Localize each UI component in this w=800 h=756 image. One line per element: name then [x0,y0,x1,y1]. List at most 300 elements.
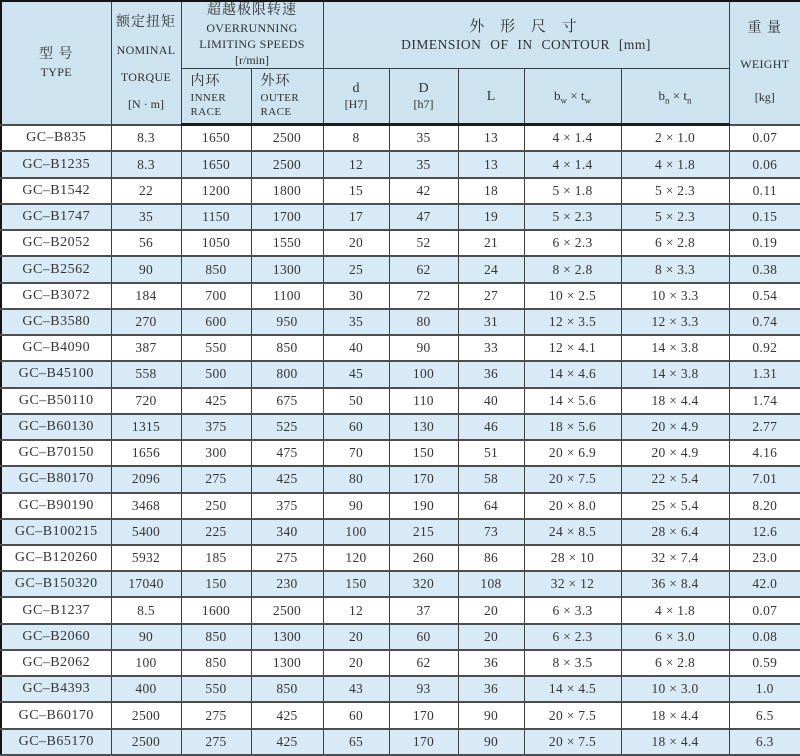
cell-bn_tn: 6 × 3.0 [621,624,729,650]
header-d-tol: [H7] [344,97,368,111]
cell-bw_tw: 4 × 1.4 [524,125,621,152]
header-torque-unit: [N · m] [128,96,164,111]
cell-inner_race: 1150 [181,204,251,230]
cell-D: 90 [389,335,458,361]
cell-D: 215 [389,519,458,545]
cell-torque: 2096 [111,466,181,492]
cell-d: 120 [323,545,389,571]
cell-D: 190 [389,493,458,519]
cell-weight: 0.38 [729,256,800,282]
cell-type: GC–B90190 [1,493,111,519]
cell-weight: 0.54 [729,283,800,309]
cell-L: 36 [458,650,524,676]
cell-D: 37 [389,597,458,623]
cell-weight: 0.06 [729,151,800,177]
cell-weight: 7.01 [729,466,800,492]
cell-inner_race: 150 [181,571,251,597]
cell-outer_race: 525 [251,414,323,440]
cell-L: 20 [458,624,524,650]
cell-weight: 1.31 [729,361,800,387]
cell-type: GC–B1542 [1,178,111,204]
table-row [1,545,800,571]
cell-type: GC–B1747 [1,204,111,230]
cell-type: GC–B3580 [1,309,111,335]
cell-type: GC–B2060 [1,624,111,650]
cell-L: 90 [458,729,524,755]
cell-outer_race: 1300 [251,256,323,282]
cell-d: 20 [323,230,389,256]
header-L [458,69,524,125]
cell-type: GC–B150320 [1,571,111,597]
cell-d: 8 [323,125,389,152]
table-row [1,624,800,650]
cell-outer_race: 1100 [251,283,323,309]
cell-torque: 720 [111,388,181,414]
cell-torque: 22 [111,178,181,204]
header-torque-en1: NOMINAL [116,43,176,58]
table-row [1,414,800,440]
cell-D: 52 [389,230,458,256]
cell-outer_race: 2500 [251,597,323,623]
cell-outer_race: 1300 [251,624,323,650]
cell-outer_race: 675 [251,388,323,414]
cell-bn_tn: 10 × 3.0 [621,676,729,702]
cell-inner_race: 850 [181,624,251,650]
cell-L: 40 [458,388,524,414]
cell-bw_tw: 20 × 7.5 [524,729,621,755]
table-row [1,650,800,676]
header-weight-unit: [kg] [754,90,775,105]
cell-bw_tw: 6 × 2.3 [524,624,621,650]
cell-bw_tw: 5 × 2.3 [524,204,621,230]
cell-inner_race: 275 [181,466,251,492]
cell-L: 90 [458,702,524,728]
cell-bw_tw: 20 × 7.5 [524,466,621,492]
cell-inner_race: 250 [181,493,251,519]
cell-L: 46 [458,414,524,440]
table-row [1,440,800,466]
cell-torque: 8.3 [111,125,181,152]
cell-d: 100 [323,519,389,545]
cell-inner_race: 300 [181,440,251,466]
header-type-en: TYPE [40,64,72,79]
cell-d: 20 [323,624,389,650]
cell-D: 170 [389,729,458,755]
cell-bw_tw: 12 × 3.5 [524,309,621,335]
cell-d: 17 [323,204,389,230]
cell-outer_race: 1800 [251,178,323,204]
cell-bw_tw: 24 × 8.5 [524,519,621,545]
cell-L: 64 [458,493,524,519]
cell-type: GC–B80170 [1,466,111,492]
header-inner-en1: INNER [190,92,227,104]
cell-type: GC–B1237 [1,597,111,623]
cell-torque: 17040 [111,571,181,597]
table-body [1,125,800,756]
cell-outer_race: 425 [251,702,323,728]
cell-L: 13 [458,151,524,177]
cell-outer_race: 375 [251,493,323,519]
cell-D: 60 [389,624,458,650]
cell-bn_tn: 20 × 4.9 [621,414,729,440]
cell-outer_race: 1700 [251,204,323,230]
cell-bn_tn: 6 × 2.8 [621,230,729,256]
cell-torque: 90 [111,624,181,650]
cell-bn_tn: 2 × 1.0 [621,125,729,152]
cell-D: 110 [389,388,458,414]
cell-inner_race: 1650 [181,151,251,177]
cell-d: 40 [323,335,389,361]
cell-bn_tn: 14 × 3.8 [621,335,729,361]
cell-torque: 8.3 [111,151,181,177]
cell-L: 27 [458,283,524,309]
cell-bw_tw: 6 × 2.3 [524,230,621,256]
cell-bn_tn: 14 × 3.8 [621,361,729,387]
cell-weight: 6.5 [729,702,800,728]
cell-inner_race: 550 [181,335,251,361]
cell-bn_tn: 5 × 2.3 [621,204,729,230]
cell-d: 43 [323,676,389,702]
cell-bn_tn: 12 × 3.3 [621,309,729,335]
cell-outer_race: 340 [251,519,323,545]
cell-torque: 387 [111,335,181,361]
cell-D: 80 [389,309,458,335]
cell-type: GC–B65170 [1,729,111,755]
cell-inner_race: 600 [181,309,251,335]
cell-torque: 90 [111,256,181,282]
cell-torque: 1315 [111,414,181,440]
cell-d: 12 [323,151,389,177]
table-row [1,597,800,623]
cell-torque: 184 [111,283,181,309]
table-row [1,519,800,545]
table-row [1,204,800,230]
cell-d: 60 [323,702,389,728]
cell-D: 130 [389,414,458,440]
table-row [1,335,800,361]
table-row [1,466,800,492]
cell-bw_tw: 5 × 1.8 [524,178,621,204]
cell-outer_race: 2500 [251,151,323,177]
table-row [1,256,800,282]
cell-type: GC–B4090 [1,335,111,361]
table-header [1,1,800,125]
cell-bn_tn: 10 × 3.3 [621,283,729,309]
table-row [1,151,800,177]
header-type [1,1,111,125]
table-row [1,676,800,702]
table-row [1,125,800,152]
header-speeds-en2: LIMITING SPEEDS [199,37,305,51]
cell-outer_race: 230 [251,571,323,597]
header-bw-tw: $b_w \times t_w$ [524,69,621,125]
cell-L: 58 [458,466,524,492]
header-d [323,69,389,125]
cell-type: GC–B100215 [1,519,111,545]
cell-bn_tn: 20 × 4.9 [621,440,729,466]
cell-torque: 3468 [111,493,181,519]
header-outer-race [251,69,323,125]
cell-weight: 4.16 [729,440,800,466]
cell-bn_tn: 18 × 4.4 [621,729,729,755]
header-speeds-zh: 超越极限转速 [207,3,297,18]
cell-bn_tn: 18 × 4.4 [621,702,729,728]
cell-torque: 2500 [111,729,181,755]
cell-bn_tn: 4 × 1.8 [621,151,729,177]
cell-L: 24 [458,256,524,282]
cell-D: 47 [389,204,458,230]
cell-type: GC–B1235 [1,151,111,177]
table-row [1,230,800,256]
header-torque [111,1,181,125]
cell-inner_race: 850 [181,256,251,282]
cell-d: 25 [323,256,389,282]
cell-L: 31 [458,309,524,335]
header-d-main: d [352,81,360,96]
cell-D: 170 [389,702,458,728]
cell-D: 35 [389,125,458,152]
cell-outer_race: 850 [251,676,323,702]
cell-inner_race: 1600 [181,597,251,623]
cell-outer_race: 475 [251,440,323,466]
cell-L: 73 [458,519,524,545]
cell-outer_race: 275 [251,545,323,571]
cell-outer_race: 2500 [251,125,323,152]
cell-D: 260 [389,545,458,571]
cell-L: 36 [458,676,524,702]
cell-inner_race: 700 [181,283,251,309]
cell-D: 62 [389,650,458,676]
cell-torque: 5932 [111,545,181,571]
cell-bw_tw: 32 × 12 [524,571,621,597]
cell-weight: 0.08 [729,624,800,650]
header-D [389,69,458,125]
cell-torque: 400 [111,676,181,702]
cell-bw_tw: 12 × 4.1 [524,335,621,361]
cell-weight: 23.0 [729,545,800,571]
header-inner-en2: RACE [190,106,222,118]
cell-outer_race: 800 [251,361,323,387]
cell-d: 12 [323,597,389,623]
header-outer-en1: OUTER [260,92,300,104]
cell-d: 60 [323,414,389,440]
cell-torque: 2500 [111,702,181,728]
table-row [1,388,800,414]
cell-bw_tw: 8 × 3.5 [524,650,621,676]
cell-outer_race: 850 [251,335,323,361]
header-D-main: D [418,81,429,96]
cell-torque: 558 [111,361,181,387]
cell-bw_tw: 14 × 4.6 [524,361,621,387]
cell-inner_race: 425 [181,388,251,414]
cell-type: GC–B2562 [1,256,111,282]
cell-bw_tw: 6 × 3.3 [524,597,621,623]
header-torque-en2: TORQUE [120,70,172,85]
header-L-main: L [486,88,496,104]
cell-D: 150 [389,440,458,466]
cell-weight: 8.20 [729,493,800,519]
cell-inner_race: 375 [181,414,251,440]
table-row [1,493,800,519]
header-dimension-en: DIMENSION OF IN CONTOUR [mm] [401,37,651,52]
cell-type: GC–B120260 [1,545,111,571]
cell-bw_tw: 14 × 5.6 [524,388,621,414]
header-weight-en: WEIGHT [740,56,790,71]
cell-inner_race: 1650 [181,125,251,152]
cell-L: 36 [458,361,524,387]
cell-d: 30 [323,283,389,309]
cell-torque: 35 [111,204,181,230]
cell-weight: 0.59 [729,650,800,676]
cell-bw_tw: 14 × 4.5 [524,676,621,702]
cell-outer_race: 425 [251,729,323,755]
cell-D: 72 [389,283,458,309]
cell-torque: 270 [111,309,181,335]
header-speeds-unit: [r/min] [235,53,269,67]
cell-d: 15 [323,178,389,204]
cell-weight: 0.92 [729,335,800,361]
cell-bn_tn: 6 × 2.8 [621,650,729,676]
cell-bn_tn: 18 × 4.4 [621,388,729,414]
header-inner-race [181,69,251,125]
cell-bn_tn: 5 × 2.3 [621,178,729,204]
cell-L: 13 [458,125,524,152]
cell-L: 108 [458,571,524,597]
header-speeds-group [181,1,323,69]
table-row [1,361,800,387]
cell-L: 20 [458,597,524,623]
cell-D: 170 [389,466,458,492]
cell-weight: 2.77 [729,414,800,440]
cell-outer_race: 425 [251,466,323,492]
cell-weight: 42.0 [729,571,800,597]
cell-bw_tw: 4 × 1.4 [524,151,621,177]
cell-weight: 0.11 [729,178,800,204]
cell-d: 65 [323,729,389,755]
header-weight-zh: 重 量 [747,21,783,37]
cell-weight: 0.07 [729,125,800,152]
cell-weight: 12.6 [729,519,800,545]
cell-bw_tw: 20 × 7.5 [524,702,621,728]
cell-weight: 0.74 [729,309,800,335]
header-dimension-group [323,1,729,69]
cell-weight: 0.19 [729,230,800,256]
cell-type: GC–B70150 [1,440,111,466]
cell-inner_race: 1200 [181,178,251,204]
cell-torque: 8.5 [111,597,181,623]
cell-inner_race: 1050 [181,230,251,256]
header-dimension-zh: 外 形 尺 寸 [469,19,583,35]
header-type-zh: 型 号 [39,46,74,62]
cell-bw_tw: 28 × 10 [524,545,621,571]
cell-L: 21 [458,230,524,256]
cell-D: 93 [389,676,458,702]
table-row [1,178,800,204]
cell-bw_tw: 10 × 2.5 [524,283,621,309]
header-outer-en2: RACE [260,106,292,118]
header-weight [729,1,800,125]
cell-weight: 1.74 [729,388,800,414]
cell-bn_tn: 25 × 5.4 [621,493,729,519]
cell-d: 90 [323,493,389,519]
header-D-tol: [h7] [413,97,434,111]
cell-weight: 6.3 [729,729,800,755]
cell-d: 70 [323,440,389,466]
cell-bn_tn: 4 × 1.8 [621,597,729,623]
cell-d: 80 [323,466,389,492]
cell-bw_tw: 20 × 6.9 [524,440,621,466]
cell-inner_race: 850 [181,650,251,676]
cell-type: GC–B60170 [1,702,111,728]
cell-bn_tn: 36 × 8.4 [621,571,729,597]
cell-L: 18 [458,178,524,204]
header-torque-zh: 额定扭矩 [116,14,176,30]
cell-type: GC–B4393 [1,676,111,702]
cell-bn_tn: 32 × 7.4 [621,545,729,571]
cell-outer_race: 950 [251,309,323,335]
cell-d: 20 [323,650,389,676]
cell-type: GC–B60130 [1,414,111,440]
cell-inner_race: 185 [181,545,251,571]
header-bn-tn: $b_n \times t_n$ [621,69,729,125]
cell-bw_tw: 8 × 2.8 [524,256,621,282]
table-row [1,702,800,728]
cell-torque: 5400 [111,519,181,545]
cell-D: 35 [389,151,458,177]
cell-torque: 100 [111,650,181,676]
cell-bn_tn: 28 × 6.4 [621,519,729,545]
cell-weight: 1.0 [729,676,800,702]
cell-type: GC–B3072 [1,283,111,309]
cell-d: 35 [323,309,389,335]
cell-bn_tn: 8 × 3.3 [621,256,729,282]
cell-type: GC–B45100 [1,361,111,387]
cell-inner_race: 225 [181,519,251,545]
cell-d: 150 [323,571,389,597]
cell-bn_tn: 22 × 5.4 [621,466,729,492]
cell-bw_tw: 20 × 8.0 [524,493,621,519]
cell-D: 62 [389,256,458,282]
cell-weight: 0.15 [729,204,800,230]
cell-torque: 56 [111,230,181,256]
cell-inner_race: 500 [181,361,251,387]
cell-inner_race: 275 [181,702,251,728]
cell-D: 320 [389,571,458,597]
cell-inner_race: 275 [181,729,251,755]
cell-L: 19 [458,204,524,230]
cell-outer_race: 1550 [251,230,323,256]
header-speeds-en1: OVERRUNNING [206,21,298,35]
cell-outer_race: 1300 [251,650,323,676]
cell-type: GC–B2052 [1,230,111,256]
header-inner-zh: 内环 [190,74,221,89]
table-row [1,283,800,309]
cell-L: 33 [458,335,524,361]
cell-L: 51 [458,440,524,466]
cell-torque: 1656 [111,440,181,466]
cell-type: GC–B835 [1,125,111,152]
table-row [1,729,800,755]
cell-type: GC–B50110 [1,388,111,414]
table-row [1,309,800,335]
cell-D: 42 [389,178,458,204]
cell-type: GC–B2062 [1,650,111,676]
table-row [1,571,800,597]
cell-weight: 0.07 [729,597,800,623]
cell-D: 100 [389,361,458,387]
cell-d: 50 [323,388,389,414]
cell-inner_race: 550 [181,676,251,702]
